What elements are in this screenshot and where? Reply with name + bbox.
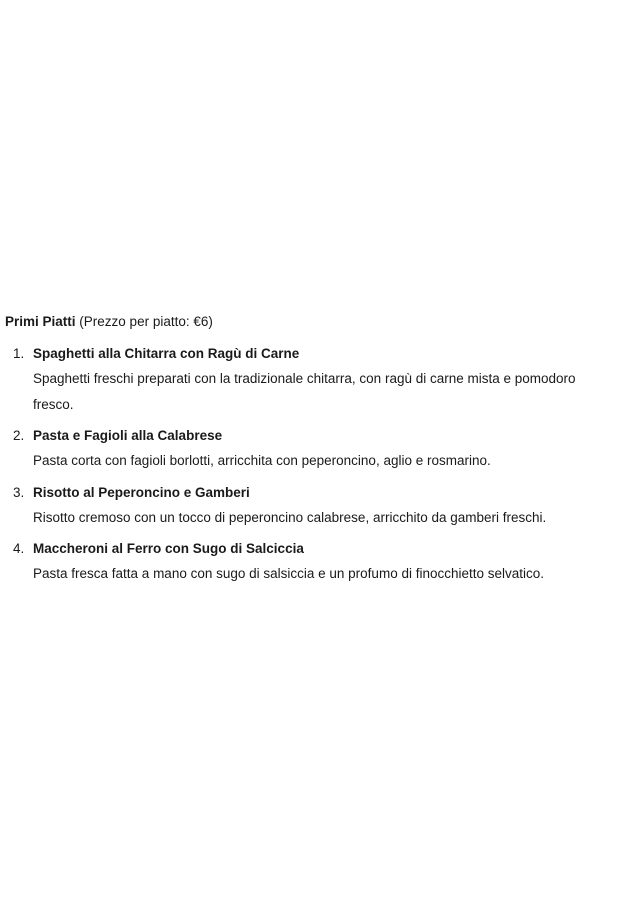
dish-number: 1. [13,346,25,361]
dish-number: 3. [13,484,25,500]
dish-name: Spaghetti alla Chitarra con Ragù di Carne [33,346,300,361]
dish-description: Pasta corta con fagioli borlotti, arricchita con peperoncino, aglio e rosmarino. [33,453,491,468]
section-title: Primi Piatti [5,314,76,329]
dish-description: Risotto cremoso con un tocco di peperoncino calabrese, arricchito da gamberi freschi. [33,509,547,525]
dish-number: 2. [13,428,25,443]
dish-name: Risotto al Peperoncino e Gamberi [33,484,250,500]
menu-section [5,310,625,593]
dish-item [5,536,625,587]
dish-description: Spaghetti freschi preparati con la tradizionale chitarra, con ragù di carne mista e pomodoro fresco. [33,371,576,412]
section-price: (Prezzo per piatto: €6) [79,314,213,329]
dish-name: Maccheroni al Ferro con Sugo di Salciccia [33,541,304,556]
dish-item [5,341,625,417]
dish-list [5,341,625,587]
dish-name: Pasta e Fagioli alla Calabrese [33,428,223,443]
dish-description: Pasta fresca fatta a mano con sugo di salsiccia e un profumo di finocchietto selvatico. [33,566,545,581]
dish-item [5,480,625,531]
dish-number: 4. [13,541,25,556]
dish-item [5,423,625,474]
section-heading [5,310,625,334]
